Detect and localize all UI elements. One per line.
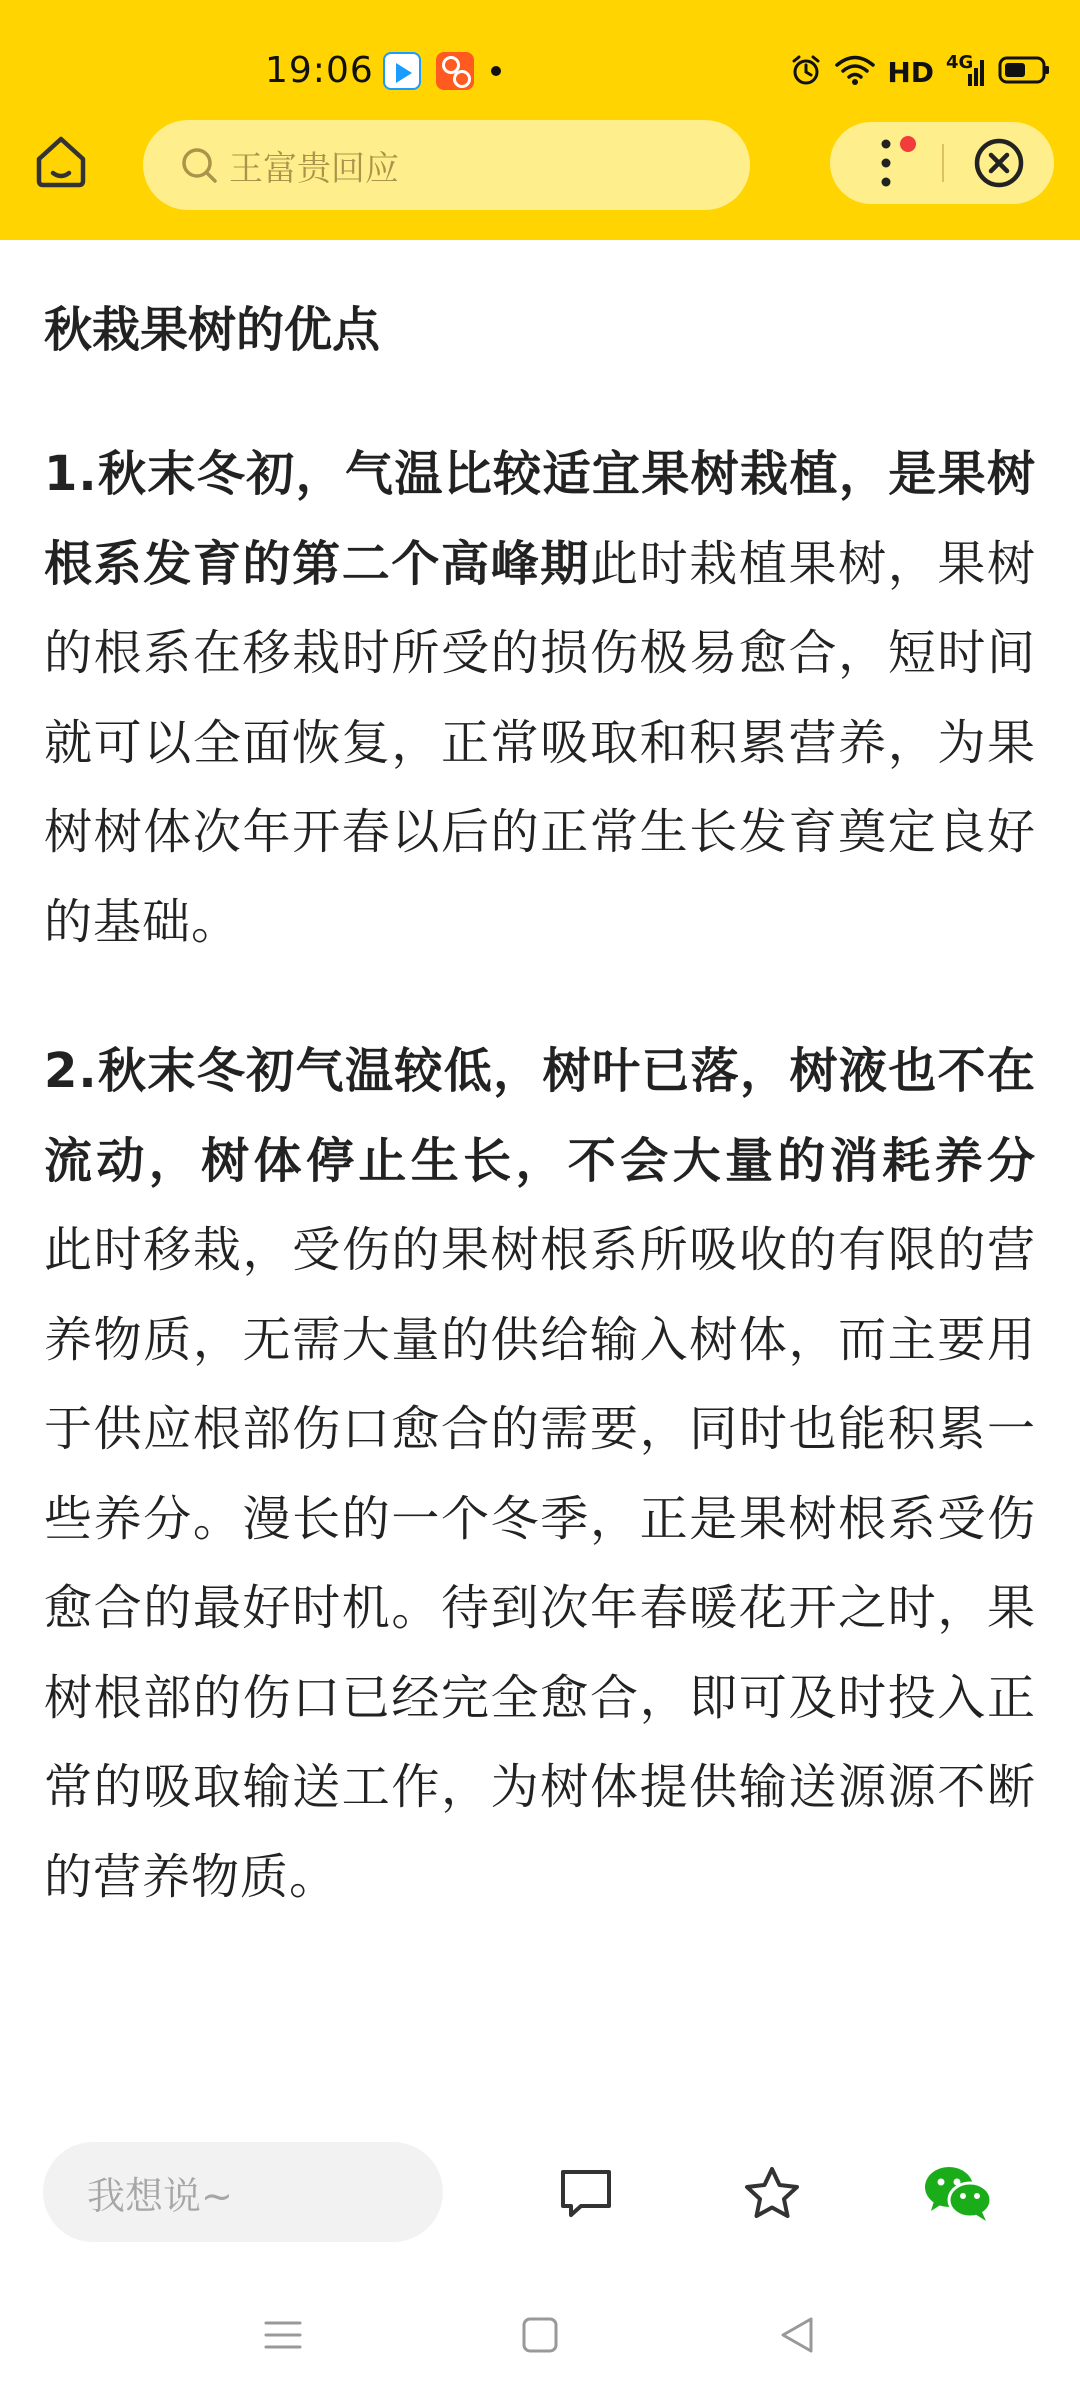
home-icon <box>33 133 89 189</box>
comment-input[interactable] <box>43 2142 443 2242</box>
article-content <box>44 290 1036 1982</box>
status-icons <box>789 50 1050 94</box>
top-header <box>0 0 1080 240</box>
favorite-button[interactable] <box>737 2158 807 2228</box>
system-home-button[interactable] <box>515 2310 565 2360</box>
more-button[interactable] <box>830 122 942 204</box>
notification-dot-icon <box>491 66 501 76</box>
network-hd-label: HD <box>887 55 934 89</box>
comment-icon <box>557 2166 615 2220</box>
home-button[interactable] <box>28 128 94 194</box>
cell-network-label: 4G <box>946 52 974 73</box>
home-square-icon <box>520 2315 560 2355</box>
search-bar[interactable] <box>143 120 750 210</box>
status-bar <box>0 0 1080 140</box>
notification-badge <box>900 136 916 152</box>
comment-button[interactable] <box>551 2158 621 2228</box>
close-button[interactable] <box>944 122 1054 204</box>
paragraph-1-lead: 1.秋末冬初，气温比较适宜果树栽植，是果树根系发育的第二个高峰期 <box>44 446 1036 592</box>
more-vertical-icon <box>880 138 892 188</box>
signal-icon <box>946 54 986 90</box>
back-triangle-icon <box>777 2315 817 2355</box>
system-navigation-bar <box>0 2290 1080 2380</box>
menu-capsule <box>830 122 1054 204</box>
comment-placeholder: 我想说~ <box>87 2173 233 2218</box>
search-placeholder: 王富贵回应 <box>229 148 399 189</box>
app-video-icon <box>383 52 421 90</box>
system-back-button[interactable] <box>772 2310 822 2360</box>
app-kuaishou-icon <box>436 52 474 90</box>
search-icon <box>179 145 219 185</box>
paragraph-1-body: 此时栽植果树，果树的根系在移栽时所受的损伤极易愈合，短时间就可以全面恢复，正常吸取和积累营养，为果树树体次年开春以后的正常生长发育奠定良好的基础。 <box>44 535 1036 950</box>
article-title: 秋栽果树的优点 <box>44 302 381 358</box>
battery-icon <box>998 55 1050 89</box>
star-icon <box>743 2165 801 2221</box>
alarm-icon <box>789 53 823 91</box>
recent-apps-button[interactable] <box>258 2310 308 2360</box>
paragraph-2-body: 此时移栽，受伤的果树根系所吸收的有限的营养物质，无需大量的供给输入树体，而主要用于供应根部伤口愈合的需要，同时也能积累一些养分。漫长的一个冬季，正是果树根系受伤愈合的最好时机。待到次年春暖花开之时，果树根部的伤口已经完全愈合，即可及时投入正常的吸取输送工作，为树体提供输送源源不断的营养物质。 <box>44 1222 1036 1905</box>
paragraph-2-lead: 2.秋末冬初气温较低，树叶已落，树液也不在流动，树体停止生长，不会大量的消耗养分 <box>44 1043 1036 1189</box>
bottom-toolbar <box>0 2130 1080 2260</box>
close-circle-icon <box>973 137 1025 189</box>
wechat-icon <box>922 2163 994 2223</box>
wifi-icon <box>835 54 875 90</box>
article-paragraph-1 <box>44 430 1036 967</box>
article-paragraph-2 <box>44 1027 1036 1922</box>
menu-icon <box>263 2317 303 2353</box>
status-time: 19:06 <box>265 50 374 91</box>
wechat-share-button[interactable] <box>918 2158 998 2228</box>
